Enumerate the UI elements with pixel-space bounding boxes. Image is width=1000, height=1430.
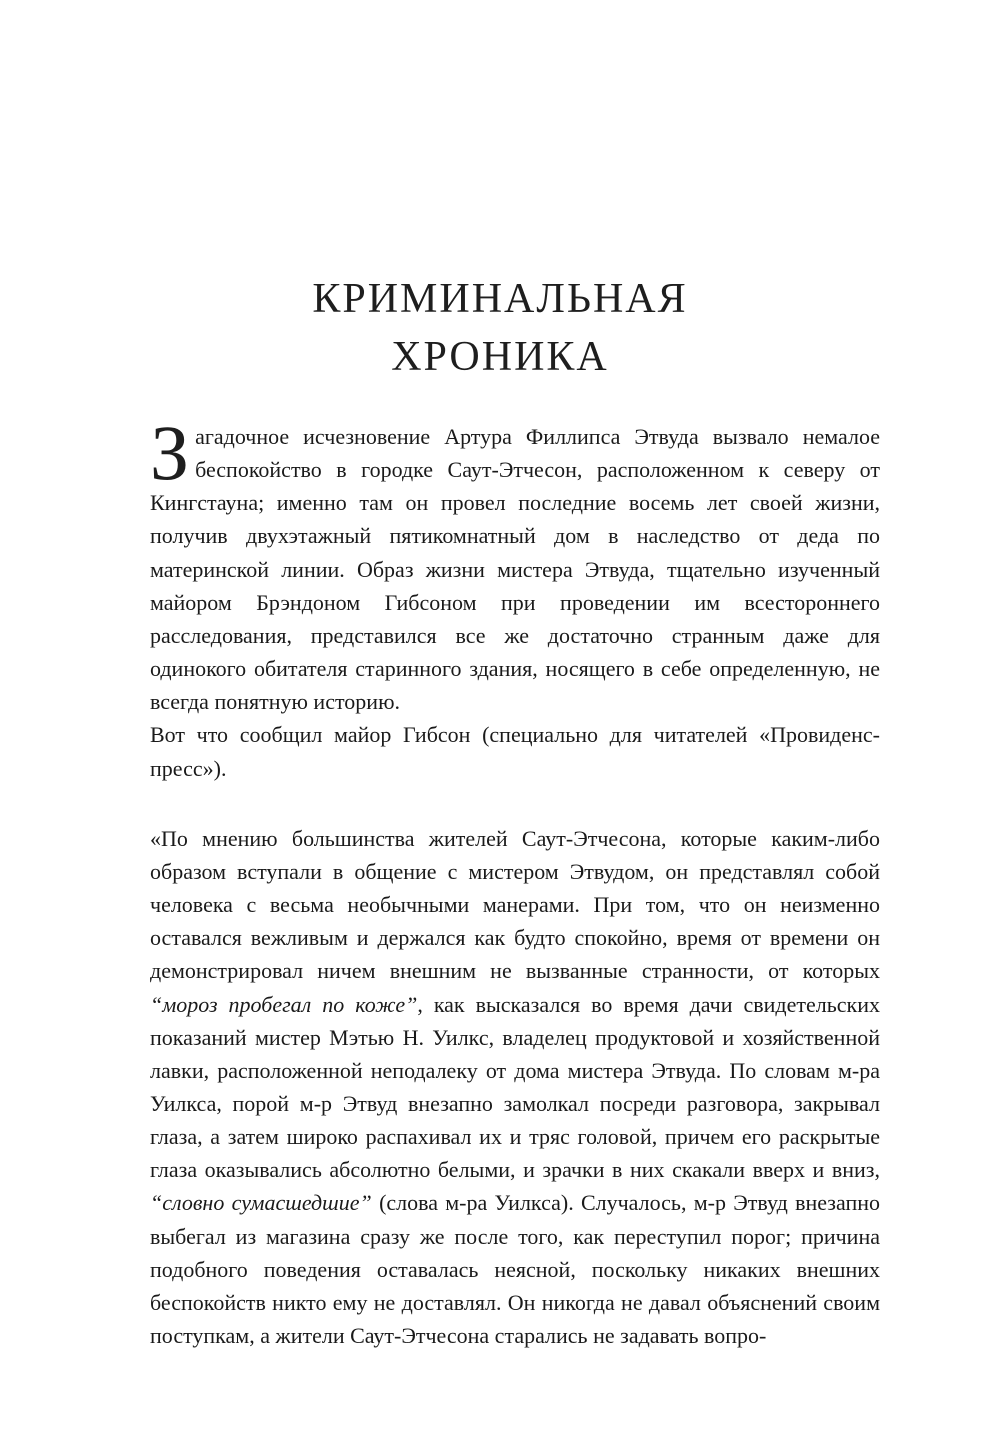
paragraph-1-text: агадочное исчезновение Артура Филлипса Этвуда вызвало немалое беспокойство в городке Саут-Этчесон, расположенном к северу от Кингстауна; именно там он провел последние восемь лет своей жизни, получив двухэтажный пятикомнатный дом в наследство от деда по материнской линии. Образ жизни мистера Этвуда, тщательно изученный майором Брэндоном Гибсоном при проведении им всестороннего расследования, представился все же достаточно странным даже для одинокого обитателя старинного здания, носящего в себе определенную, не всегда понятную историю. [150,424,880,715]
drop-cap: З [150,409,190,496]
chapter-title-line-2: ХРОНИКА [391,334,609,380]
paragraph-3-text-c: (слова м-ра Уилкса). Случалось, м-р Этвуд внезапно выбегал из магазина сразу же после того, как переступил порог; причина подобного поведения оставалась неясной, поскольку никаких внешних беспокойств никто ему не доставлял. Он никогда не давал объяснений своим поступкам, а жители Саут-Этчесона старались не задавать вопро- [150,1190,880,1349]
paragraph-2-text: Вот что сообщил майор Гибсон (специально для читателей «Провиденс-пресс»). [150,722,880,781]
paragraph-spacer [150,785,880,822]
chapter-title [0,270,1000,386]
paragraph-2 [150,718,880,784]
paragraph-3-text-b: , как высказался во время дачи свидетельских показаний мистер Мэтью Н. Уилкс, владелец продуктовой и хозяйственной лавки, расположенной неподалеку от дома мистера Этвуда. По словам м-ра Уилкса, порой м-р Этвуд внезапно замолкал посреди разговора, закрывал глаза, а затем широко распахивал их и тряс головой, причем его раскрытые глаза оказывались абсолютно белыми, и зрачки в них скакали вверх и вниз, [150,991,880,1183]
quote-crazy: “словно сумасшедшие” [150,1190,372,1216]
quote-frost: “мороз пробегал по коже” [150,991,418,1017]
chapter-body [150,409,880,1352]
paragraph-3 [150,822,880,1353]
chapter-title-line-1: КРИМИНАЛЬНАЯ [312,276,688,322]
paragraph-3-text-a: «По мнению большинства жителей Саут-Этчесона, которые каким-либо образом вступали в общение с мистером Этвудом, он представлял собой человека с весьма необычными манерами. При том, что он неизменно оставался вежливым и держался как будто спокойно, время от времени он демонстрировал ничем внешним не вызванные странности, от которых [150,825,880,984]
paragraph-1 [150,409,880,718]
